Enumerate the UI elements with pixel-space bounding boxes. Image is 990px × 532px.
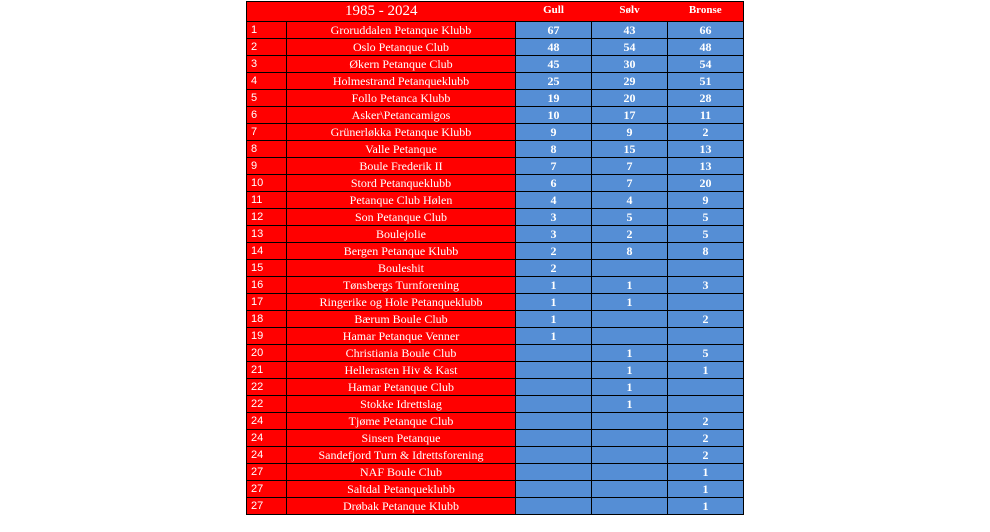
silver-count-cell bbox=[592, 328, 668, 345]
bronze-count-cell: 8 bbox=[668, 243, 744, 260]
table-row bbox=[247, 260, 744, 277]
club-name-cell: Saltdal Petanqueklubb bbox=[287, 481, 516, 498]
rank-cell: 19 bbox=[247, 328, 287, 345]
gold-count-cell bbox=[516, 379, 592, 396]
rank-cell: 20 bbox=[247, 345, 287, 362]
gold-count-cell bbox=[516, 464, 592, 481]
table-row bbox=[247, 345, 744, 362]
rank-cell: 18 bbox=[247, 311, 287, 328]
silver-count-cell: 8 bbox=[592, 243, 668, 260]
rank-cell: 9 bbox=[247, 158, 287, 175]
rank-cell: 7 bbox=[247, 124, 287, 141]
rank-cell: 11 bbox=[247, 192, 287, 209]
silver-count-cell: 20 bbox=[592, 90, 668, 107]
silver-count-cell bbox=[592, 311, 668, 328]
rank-cell: 12 bbox=[247, 209, 287, 226]
rank-cell: 4 bbox=[247, 73, 287, 90]
silver-count-cell bbox=[592, 260, 668, 277]
rank-cell: 22 bbox=[247, 379, 287, 396]
bronze-count-cell: 1 bbox=[668, 481, 744, 498]
gold-header: Gull bbox=[516, 2, 592, 22]
silver-count-cell: 54 bbox=[592, 39, 668, 56]
table-row bbox=[247, 209, 744, 226]
silver-count-cell: 1 bbox=[592, 396, 668, 413]
club-name-cell: Bergen Petanque Klubb bbox=[287, 243, 516, 260]
club-name-cell: Hellerasten Hiv & Kast bbox=[287, 362, 516, 379]
silver-count-cell: 1 bbox=[592, 277, 668, 294]
rank-cell: 17 bbox=[247, 294, 287, 311]
rank-cell: 15 bbox=[247, 260, 287, 277]
rank-cell: 27 bbox=[247, 498, 287, 515]
bronze-count-cell: 54 bbox=[668, 56, 744, 73]
bronze-count-cell: 5 bbox=[668, 345, 744, 362]
gold-count-cell bbox=[516, 396, 592, 413]
table-row bbox=[247, 379, 744, 396]
table-row bbox=[247, 311, 744, 328]
bronze-count-cell: 3 bbox=[668, 277, 744, 294]
bronze-count-cell: 51 bbox=[668, 73, 744, 90]
table-row bbox=[247, 175, 744, 192]
table-row bbox=[247, 124, 744, 141]
silver-header: Sølv bbox=[592, 2, 668, 22]
gold-count-cell: 2 bbox=[516, 260, 592, 277]
bronze-count-cell bbox=[668, 328, 744, 345]
gold-count-cell: 48 bbox=[516, 39, 592, 56]
table-row bbox=[247, 141, 744, 158]
rank-cell: 2 bbox=[247, 39, 287, 56]
club-name-cell: Tønsbergs Turnforening bbox=[287, 277, 516, 294]
club-name-cell: Stord Petanqueklubb bbox=[287, 175, 516, 192]
club-name-cell: Christiania Boule Club bbox=[287, 345, 516, 362]
table-row bbox=[247, 464, 744, 481]
rank-cell: 3 bbox=[247, 56, 287, 73]
bronze-count-cell: 1 bbox=[668, 362, 744, 379]
rank-cell: 13 bbox=[247, 226, 287, 243]
gold-count-cell: 25 bbox=[516, 73, 592, 90]
table-row bbox=[247, 107, 744, 124]
gold-count-cell bbox=[516, 362, 592, 379]
gold-count-cell: 2 bbox=[516, 243, 592, 260]
club-name-cell: Drøbak Petanque Klubb bbox=[287, 498, 516, 515]
bronze-count-cell: 9 bbox=[668, 192, 744, 209]
gold-count-cell: 1 bbox=[516, 294, 592, 311]
bronze-count-cell bbox=[668, 379, 744, 396]
bronze-count-cell: 28 bbox=[668, 90, 744, 107]
bronze-count-cell: 2 bbox=[668, 311, 744, 328]
gold-count-cell bbox=[516, 430, 592, 447]
table-row bbox=[247, 362, 744, 379]
table-row bbox=[247, 243, 744, 260]
bronze-count-cell: 48 bbox=[668, 39, 744, 56]
table-row bbox=[247, 430, 744, 447]
club-name-cell: Tjøme Petanque Club bbox=[287, 413, 516, 430]
rank-cell: 6 bbox=[247, 107, 287, 124]
club-name-cell: Valle Petanque bbox=[287, 141, 516, 158]
silver-count-cell: 1 bbox=[592, 379, 668, 396]
bronze-count-cell bbox=[668, 260, 744, 277]
silver-count-cell bbox=[592, 413, 668, 430]
table-row bbox=[247, 192, 744, 209]
rank-cell: 5 bbox=[247, 90, 287, 107]
rank-cell: 27 bbox=[247, 464, 287, 481]
rank-cell: 21 bbox=[247, 362, 287, 379]
club-name-cell: Ringerike og Hole Petanqueklubb bbox=[287, 294, 516, 311]
bronze-count-cell bbox=[668, 294, 744, 311]
silver-count-cell bbox=[592, 430, 668, 447]
club-name-cell: Boulejolie bbox=[287, 226, 516, 243]
rank-cell: 22 bbox=[247, 396, 287, 413]
table-row bbox=[247, 481, 744, 498]
rank-cell: 10 bbox=[247, 175, 287, 192]
club-name-cell: Økern Petanque Club bbox=[287, 56, 516, 73]
rank-cell: 24 bbox=[247, 447, 287, 464]
bronze-count-cell: 13 bbox=[668, 141, 744, 158]
table-row bbox=[247, 413, 744, 430]
silver-count-cell: 7 bbox=[592, 175, 668, 192]
silver-count-cell: 9 bbox=[592, 124, 668, 141]
club-name-cell: Son Petanque Club bbox=[287, 209, 516, 226]
club-name-cell: Hamar Petanque Venner bbox=[287, 328, 516, 345]
gold-count-cell bbox=[516, 345, 592, 362]
gold-count-cell: 45 bbox=[516, 56, 592, 73]
rank-cell: 16 bbox=[247, 277, 287, 294]
bronze-count-cell: 2 bbox=[668, 124, 744, 141]
club-name-cell: Oslo Petanque Club bbox=[287, 39, 516, 56]
bronze-count-cell: 5 bbox=[668, 226, 744, 243]
club-name-cell: Grünerløkka Petanque Klubb bbox=[287, 124, 516, 141]
table-row bbox=[247, 226, 744, 243]
table-row bbox=[247, 277, 744, 294]
gold-count-cell: 19 bbox=[516, 90, 592, 107]
gold-count-cell: 6 bbox=[516, 175, 592, 192]
table-body bbox=[247, 22, 744, 515]
bronze-count-cell: 1 bbox=[668, 498, 744, 515]
silver-count-cell: 15 bbox=[592, 141, 668, 158]
silver-count-cell: 1 bbox=[592, 362, 668, 379]
club-name-cell: Holmestrand Petanqueklubb bbox=[287, 73, 516, 90]
bronze-header: Bronse bbox=[668, 2, 744, 22]
gold-count-cell: 9 bbox=[516, 124, 592, 141]
bronze-count-cell: 1 bbox=[668, 464, 744, 481]
bronze-count-cell: 11 bbox=[668, 107, 744, 124]
table-row bbox=[247, 447, 744, 464]
silver-count-cell: 4 bbox=[592, 192, 668, 209]
silver-count-cell: 2 bbox=[592, 226, 668, 243]
gold-count-cell bbox=[516, 413, 592, 430]
table-row bbox=[247, 39, 744, 56]
table-row bbox=[247, 158, 744, 175]
silver-count-cell bbox=[592, 447, 668, 464]
bronze-count-cell bbox=[668, 396, 744, 413]
table-row bbox=[247, 73, 744, 90]
gold-count-cell bbox=[516, 447, 592, 464]
silver-count-cell: 29 bbox=[592, 73, 668, 90]
club-name-cell: Follo Petanca Klubb bbox=[287, 90, 516, 107]
silver-count-cell bbox=[592, 481, 668, 498]
club-name-cell: NAF Boule Club bbox=[287, 464, 516, 481]
bronze-count-cell: 5 bbox=[668, 209, 744, 226]
header-row bbox=[247, 2, 744, 22]
club-name-cell: Stokke Idrettslag bbox=[287, 396, 516, 413]
period-title: 1985 - 2024 bbox=[247, 2, 516, 22]
club-name-cell: Bærum Boule Club bbox=[287, 311, 516, 328]
medal-table bbox=[246, 1, 744, 515]
silver-count-cell: 5 bbox=[592, 209, 668, 226]
rank-cell: 14 bbox=[247, 243, 287, 260]
gold-count-cell: 7 bbox=[516, 158, 592, 175]
rank-cell: 1 bbox=[247, 22, 287, 39]
gold-count-cell: 10 bbox=[516, 107, 592, 124]
silver-count-cell: 1 bbox=[592, 294, 668, 311]
club-name-cell: Boule Frederik II bbox=[287, 158, 516, 175]
rank-cell: 27 bbox=[247, 481, 287, 498]
silver-count-cell bbox=[592, 498, 668, 515]
gold-count-cell: 1 bbox=[516, 328, 592, 345]
gold-count-cell: 3 bbox=[516, 209, 592, 226]
club-name-cell: Groruddalen Petanque Klubb bbox=[287, 22, 516, 39]
bronze-count-cell: 2 bbox=[668, 430, 744, 447]
silver-count-cell bbox=[592, 464, 668, 481]
silver-count-cell: 1 bbox=[592, 345, 668, 362]
club-name-cell: Petanque Club Hølen bbox=[287, 192, 516, 209]
gold-count-cell: 67 bbox=[516, 22, 592, 39]
silver-count-cell: 7 bbox=[592, 158, 668, 175]
bronze-count-cell: 66 bbox=[668, 22, 744, 39]
gold-count-cell: 1 bbox=[516, 277, 592, 294]
table-row bbox=[247, 90, 744, 107]
gold-count-cell bbox=[516, 498, 592, 515]
bronze-count-cell: 20 bbox=[668, 175, 744, 192]
rank-cell: 8 bbox=[247, 141, 287, 158]
bronze-count-cell: 2 bbox=[668, 413, 744, 430]
gold-count-cell: 4 bbox=[516, 192, 592, 209]
rank-cell: 24 bbox=[247, 413, 287, 430]
gold-count-cell bbox=[516, 481, 592, 498]
table-row bbox=[247, 328, 744, 345]
silver-count-cell: 43 bbox=[592, 22, 668, 39]
bronze-count-cell: 13 bbox=[668, 158, 744, 175]
bronze-count-cell: 2 bbox=[668, 447, 744, 464]
club-name-cell: Sandefjord Turn & Idrettsforening bbox=[287, 447, 516, 464]
table-row bbox=[247, 22, 744, 39]
club-name-cell: Sinsen Petanque bbox=[287, 430, 516, 447]
club-name-cell: Bouleshit bbox=[287, 260, 516, 277]
club-name-cell: Hamar Petanque Club bbox=[287, 379, 516, 396]
club-name-cell: Asker\Petancamigos bbox=[287, 107, 516, 124]
gold-count-cell: 8 bbox=[516, 141, 592, 158]
silver-count-cell: 30 bbox=[592, 56, 668, 73]
table-row bbox=[247, 498, 744, 515]
gold-count-cell: 1 bbox=[516, 311, 592, 328]
gold-count-cell: 3 bbox=[516, 226, 592, 243]
silver-count-cell: 17 bbox=[592, 107, 668, 124]
table-row bbox=[247, 56, 744, 73]
rank-cell: 24 bbox=[247, 430, 287, 447]
table-row bbox=[247, 396, 744, 413]
table-row bbox=[247, 294, 744, 311]
